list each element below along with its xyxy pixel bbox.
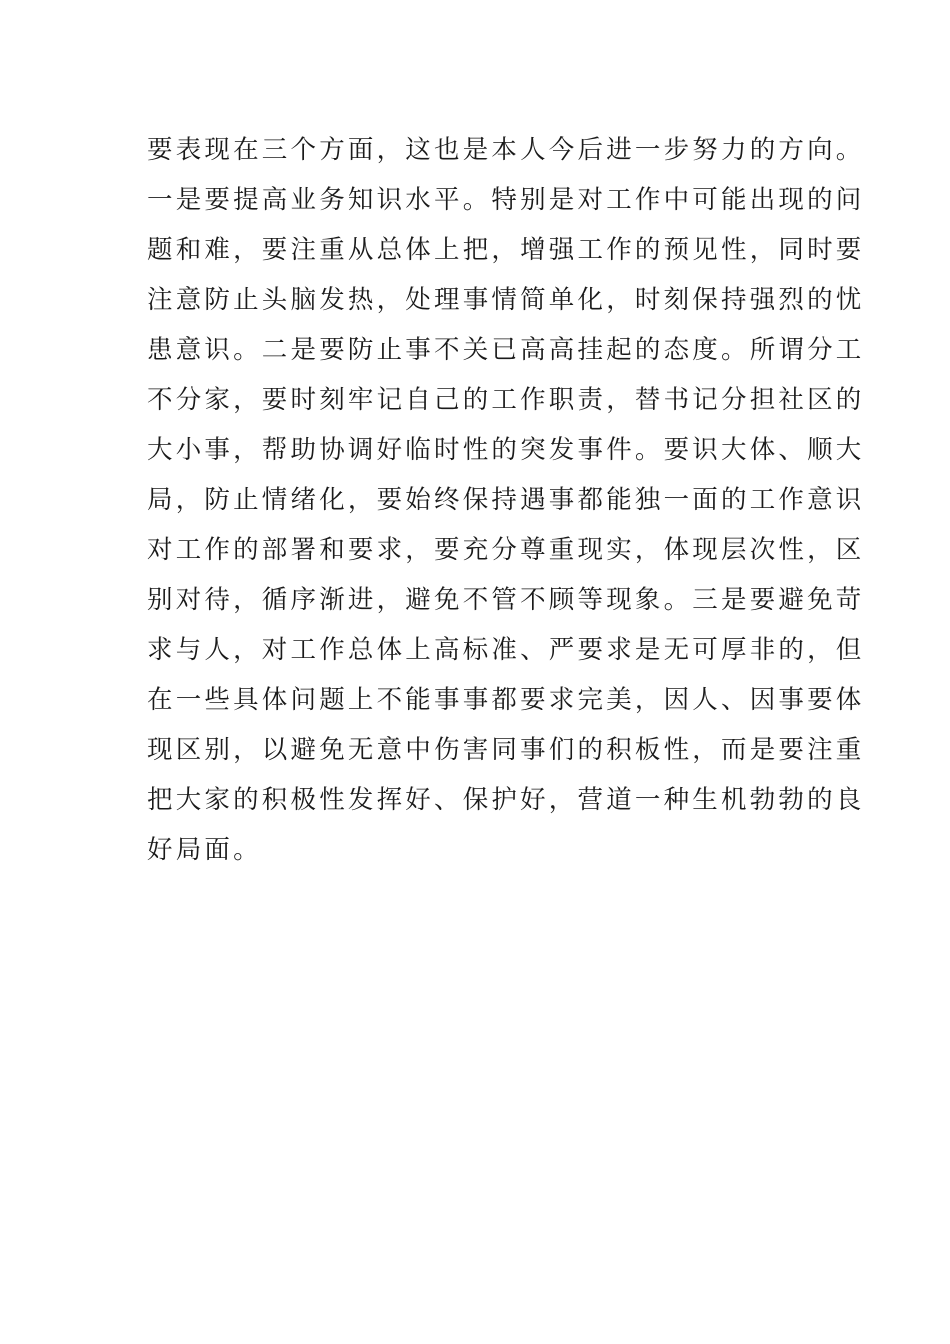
- text-line: 局，防止情绪化，要始终保持遇事都能独一面的工作意识: [147, 485, 865, 515]
- text-line: 患意识。二是要防止事不关已高高挂起的态度。所谓分工: [147, 335, 865, 365]
- text-line: 大小事，帮助协调好临时性的突发事件。要识大体、顺大: [147, 435, 865, 465]
- text-line: 注意防止头脑发热，处理事情简单化，时刻保持强烈的忧: [147, 285, 865, 315]
- text-line: 求与人，对工作总体上高标准、严要求是无可厚非的，但: [147, 635, 865, 665]
- text-line: 对工作的部署和要求，要充分尊重现实，体现层次性，区: [147, 535, 865, 565]
- text-line: 不分家，要时刻牢记自己的工作职责，替书记分担社区的: [147, 385, 865, 415]
- text-line: 现区别，以避免无意中伤害同事们的积板性，而是要注重: [147, 735, 865, 765]
- text-line: 在一些具体问题上不能事事都要求完美，因人、因事要体: [147, 685, 865, 715]
- body-paragraph: [147, 130, 865, 880]
- text-line: 要表现在三个方面，这也是本人今后进一步努力的方向。: [147, 135, 865, 165]
- text-line: 一是要提高业务知识水平。特别是对工作中可能出现的问: [147, 185, 865, 215]
- text-line: 别对待，循序渐进，避免不管不顾等现象。三是要避免苛: [147, 585, 865, 615]
- text-line: 好局面。: [147, 835, 262, 865]
- text-line: 题和难，要注重从总体上把，增强工作的预见性，同时要: [147, 235, 865, 265]
- text-line: 把大家的积极性发挥好、保护好，营道一种生机勃勃的良: [147, 785, 865, 815]
